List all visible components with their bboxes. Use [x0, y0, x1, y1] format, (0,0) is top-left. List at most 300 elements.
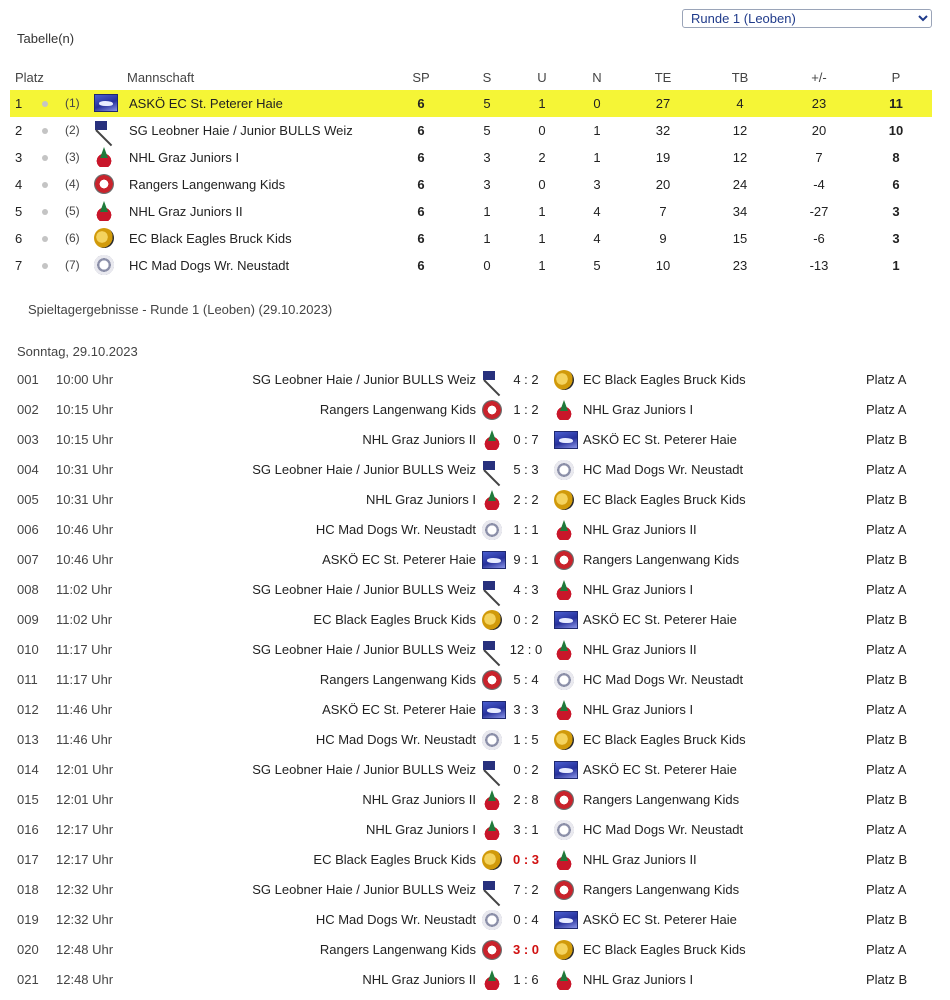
draws: 0	[538, 123, 546, 138]
losses: 4	[593, 231, 601, 246]
match-score[interactable]: 0 : 2	[513, 612, 539, 627]
goals-against: 23	[732, 258, 748, 273]
match-score[interactable]: 1 : 5	[513, 732, 539, 747]
match-score[interactable]: 0 : 3	[512, 852, 539, 867]
match-field: Platz B	[866, 972, 908, 987]
away-team[interactable]: NHL Graz Juniors I	[583, 702, 694, 717]
header-te: TE	[654, 70, 672, 85]
home-team[interactable]: NHL Graz Juniors II	[362, 972, 476, 987]
nhl-logo-icon	[482, 970, 502, 990]
home-team[interactable]: ASKÖ EC St. Peterer Haie	[322, 702, 476, 717]
losses: 3	[593, 177, 601, 192]
match-row	[10, 635, 932, 665]
home-team-logo	[482, 610, 502, 630]
previous-rank: (6)	[65, 231, 80, 245]
match-score[interactable]: 1 : 1	[513, 522, 539, 537]
games-played: 6	[417, 123, 425, 138]
team-logo	[94, 174, 118, 194]
match-field: Platz A	[866, 822, 907, 837]
standings-row	[10, 117, 932, 144]
match-number: 011	[17, 672, 38, 687]
goal-difference: 23	[811, 96, 827, 111]
draws: 1	[538, 96, 546, 111]
away-team[interactable]: ASKÖ EC St. Peterer Haie	[583, 762, 737, 777]
away-team[interactable]: HC Mad Dogs Wr. Neustadt	[583, 462, 744, 477]
team-name[interactable]: NHL Graz Juniors II	[129, 204, 243, 219]
nhl-logo-icon	[554, 640, 574, 660]
points: 8	[892, 150, 900, 165]
away-team[interactable]: EC Black Eagles Bruck Kids	[583, 732, 746, 747]
match-time: 12:48 Uhr	[56, 972, 114, 987]
nhl-logo-icon	[554, 970, 574, 990]
home-team[interactable]: Rangers Langenwang Kids	[319, 672, 476, 687]
header-u: U	[537, 70, 547, 85]
home-team-logo	[482, 820, 502, 840]
draws: 1	[538, 258, 546, 273]
match-field: Platz A	[866, 762, 907, 777]
games-played: 6	[417, 231, 425, 246]
match-time: 12:17 Uhr	[56, 822, 114, 837]
standings-row	[10, 252, 932, 279]
trend-dot-icon	[42, 263, 48, 269]
askoe-logo-icon	[554, 911, 578, 929]
match-score[interactable]: 2 : 2	[513, 492, 539, 507]
match-time: 11:46 Uhr	[56, 732, 113, 747]
askoe-logo-icon	[482, 701, 506, 719]
standings-body	[10, 90, 932, 279]
team-logo	[94, 93, 118, 113]
away-team-logo	[554, 610, 578, 630]
goal-difference: 7	[815, 150, 823, 165]
match-score[interactable]: 9 : 1	[513, 552, 539, 567]
away-team-logo	[554, 520, 574, 540]
match-number: 019	[17, 912, 39, 927]
maddogs-logo-icon	[554, 670, 574, 690]
match-row	[10, 605, 932, 635]
points: 10	[888, 123, 904, 138]
home-team-logo	[482, 640, 504, 660]
match-field: Platz A	[866, 582, 907, 597]
match-score[interactable]: 3 : 1	[513, 822, 539, 837]
header-diff: +/-	[811, 70, 827, 85]
askoe-logo-icon	[482, 551, 506, 569]
match-field: Platz B	[866, 552, 908, 567]
match-row	[10, 665, 932, 695]
match-row	[10, 425, 932, 455]
match-score[interactable]: 2 : 8	[513, 792, 539, 807]
results-heading: Spieltagergebnisse - Runde 1 (Leoben) (29.10.2023)	[28, 302, 333, 317]
match-field: Platz A	[866, 942, 907, 957]
away-team-logo	[554, 760, 578, 780]
away-team[interactable]: HC Mad Dogs Wr. Neustadt	[583, 672, 744, 687]
home-team-logo	[482, 730, 502, 750]
nhl-logo-icon	[482, 790, 502, 810]
trend-dot-icon	[42, 209, 48, 215]
nhl-logo-icon	[94, 201, 114, 221]
match-time: 10:46 Uhr	[56, 522, 114, 537]
away-team-logo	[554, 430, 578, 450]
leoben-logo-icon	[482, 640, 504, 660]
match-number: 016	[17, 822, 39, 837]
home-team-logo	[482, 880, 504, 900]
games-played: 6	[417, 150, 425, 165]
wins: 1	[483, 231, 491, 246]
home-team[interactable]: SG Leobner Haie / Junior BULLS Weiz	[252, 582, 476, 597]
goals-against: 15	[732, 231, 748, 246]
rangers-logo-icon	[554, 880, 574, 900]
trend-indicator	[42, 117, 52, 144]
goal-difference: -4	[813, 177, 825, 192]
team-name[interactable]: SG Leobner Haie / Junior BULLS Weiz	[129, 123, 353, 138]
rank: 2	[15, 123, 23, 138]
team-name[interactable]: EC Black Eagles Bruck Kids	[129, 231, 292, 246]
draws: 1	[538, 204, 546, 219]
nhl-logo-icon	[554, 580, 574, 600]
goals-against: 12	[732, 150, 748, 165]
home-team[interactable]: HC Mad Dogs Wr. Neustadt	[315, 522, 476, 537]
askoe-logo-icon	[554, 761, 578, 779]
home-team-logo	[482, 460, 504, 480]
match-field: Platz A	[866, 642, 907, 657]
team-name[interactable]: ASKÖ EC St. Peterer Haie	[129, 96, 283, 111]
rank: 3	[15, 150, 23, 165]
away-team-logo	[554, 670, 574, 690]
home-team-logo	[482, 940, 502, 960]
match-field: Platz B	[866, 492, 908, 507]
trend-indicator	[42, 90, 52, 117]
home-team-logo	[482, 850, 502, 870]
home-team-logo	[482, 370, 504, 390]
standings-row	[10, 90, 932, 117]
standings-row	[10, 198, 932, 225]
home-team-logo	[482, 490, 502, 510]
goals-against: 12	[732, 123, 748, 138]
match-number: 012	[17, 702, 39, 717]
away-team[interactable]: HC Mad Dogs Wr. Neustadt	[583, 822, 744, 837]
losses: 4	[593, 204, 601, 219]
games-played: 6	[417, 177, 425, 192]
match-row	[10, 905, 932, 935]
match-time: 11:17 Uhr	[56, 672, 113, 687]
home-team-logo	[482, 520, 502, 540]
away-team-logo	[554, 370, 574, 390]
goals-for: 27	[655, 96, 671, 111]
trend-indicator	[42, 144, 52, 171]
askoe-logo-icon	[94, 94, 118, 112]
wins: 1	[483, 204, 491, 219]
away-team[interactable]: Rangers Langenwang Kids	[583, 882, 740, 897]
away-team[interactable]: Rangers Langenwang Kids	[583, 792, 740, 807]
match-row	[10, 515, 932, 545]
away-team[interactable]: EC Black Eagles Bruck Kids	[583, 492, 746, 507]
match-score[interactable]: 4 : 3	[513, 582, 539, 597]
eagles-logo-icon	[482, 850, 502, 870]
nhl-logo-icon	[554, 700, 574, 720]
points: 3	[892, 231, 900, 246]
away-team-logo	[554, 910, 578, 930]
home-team[interactable]: NHL Graz Juniors II	[362, 792, 476, 807]
team-logo	[94, 201, 118, 221]
match-time: 12:01 Uhr	[56, 762, 114, 777]
match-field: Platz A	[866, 462, 907, 477]
standings-row	[10, 171, 932, 198]
away-team[interactable]: EC Black Eagles Bruck Kids	[583, 942, 746, 957]
home-team-logo	[482, 910, 502, 930]
previous-rank: (7)	[65, 258, 80, 272]
home-team[interactable]: NHL Graz Juniors I	[365, 492, 476, 507]
askoe-logo-icon	[554, 611, 578, 629]
draws: 1	[538, 231, 546, 246]
standings-header-row	[10, 66, 932, 90]
rank: 1	[15, 96, 23, 111]
goals-for: 7	[659, 204, 667, 219]
match-number: 007	[17, 552, 39, 567]
match-number: 001	[17, 372, 39, 387]
rank: 7	[15, 258, 23, 273]
games-played: 6	[417, 96, 425, 111]
draws: 0	[538, 177, 546, 192]
rangers-logo-icon	[94, 174, 114, 194]
header-sp: SP	[412, 70, 430, 85]
away-team-logo	[554, 580, 574, 600]
leoben-logo-icon	[482, 760, 504, 780]
match-row	[10, 785, 932, 815]
wins: 5	[483, 123, 491, 138]
match-score[interactable]: 7 : 2	[513, 882, 539, 897]
match-number: 014	[17, 762, 39, 777]
match-time: 12:32 Uhr	[56, 882, 114, 897]
match-time: 10:00 Uhr	[56, 372, 114, 387]
rangers-logo-icon	[482, 400, 502, 420]
home-team[interactable]: SG Leobner Haie / Junior BULLS Weiz	[252, 462, 476, 477]
team-name[interactable]: Rangers Langenwang Kids	[129, 177, 286, 192]
trend-indicator	[42, 171, 52, 198]
team-name[interactable]: NHL Graz Juniors I	[129, 150, 240, 165]
match-score[interactable]: 3 : 3	[513, 702, 539, 717]
match-row	[10, 695, 932, 725]
match-score[interactable]: 5 : 3	[513, 462, 539, 477]
home-team[interactable]: SG Leobner Haie / Junior BULLS Weiz	[252, 762, 476, 777]
match-row	[10, 965, 932, 995]
nhl-logo-icon	[554, 850, 574, 870]
match-time: 12:17 Uhr	[56, 852, 114, 867]
home-team[interactable]: NHL Graz Juniors I	[365, 822, 476, 837]
previous-rank: (4)	[65, 177, 80, 191]
goals-for: 32	[655, 123, 671, 138]
rangers-logo-icon	[482, 940, 502, 960]
trend-dot-icon	[42, 182, 48, 188]
round-select[interactable]	[682, 9, 932, 28]
away-team[interactable]: Rangers Langenwang Kids	[583, 552, 740, 567]
match-number: 020	[17, 942, 39, 957]
goals-against: 24	[732, 177, 748, 192]
match-row	[10, 755, 932, 785]
goals-against: 34	[732, 204, 748, 219]
away-team[interactable]: ASKÖ EC St. Peterer Haie	[583, 612, 737, 627]
home-team[interactable]: HC Mad Dogs Wr. Neustadt	[315, 912, 476, 927]
match-time: 11:17 Uhr	[56, 642, 113, 657]
home-team[interactable]: EC Black Eagles Bruck Kids	[313, 612, 476, 627]
away-team-logo	[554, 790, 574, 810]
match-time: 11:46 Uhr	[56, 702, 113, 717]
previous-rank: (2)	[65, 123, 80, 137]
standings-row	[10, 144, 932, 171]
match-time: 10:15 Uhr	[56, 432, 114, 447]
losses: 5	[593, 258, 601, 273]
away-team[interactable]: NHL Graz Juniors II	[583, 852, 697, 867]
away-team-logo	[554, 640, 574, 660]
points: 3	[892, 204, 900, 219]
home-team[interactable]: Rangers Langenwang Kids	[319, 942, 476, 957]
home-team-logo	[482, 760, 504, 780]
home-team-logo	[482, 670, 502, 690]
team-name[interactable]: HC Mad Dogs Wr. Neustadt	[129, 258, 290, 273]
goal-difference: 20	[811, 123, 827, 138]
away-team-logo	[554, 700, 574, 720]
away-team[interactable]: NHL Graz Juniors I	[583, 582, 694, 597]
match-score[interactable]: 0 : 4	[513, 912, 539, 927]
goals-against: 4	[736, 96, 744, 111]
losses: 1	[593, 150, 601, 165]
header-pos: Platz	[15, 70, 44, 85]
match-field: Platz A	[866, 522, 907, 537]
trend-indicator	[42, 225, 52, 252]
home-team[interactable]: NHL Graz Juniors II	[362, 432, 476, 447]
match-number: 003	[17, 432, 39, 447]
match-field: Platz B	[866, 432, 908, 447]
match-field: Platz A	[866, 372, 907, 387]
match-row	[10, 845, 932, 875]
away-team-logo	[554, 850, 574, 870]
match-time: 12:01 Uhr	[56, 792, 114, 807]
away-team-logo	[554, 400, 574, 420]
leoben-logo-icon	[482, 460, 504, 480]
team-logo	[94, 228, 118, 248]
away-team[interactable]: ASKÖ EC St. Peterer Haie	[583, 912, 737, 927]
match-number: 005	[17, 492, 39, 507]
home-team[interactable]: SG Leobner Haie / Junior BULLS Weiz	[252, 642, 476, 657]
leoben-logo-icon	[482, 580, 504, 600]
askoe-logo-icon	[554, 431, 578, 449]
match-number: 015	[17, 792, 39, 807]
match-field: Platz B	[866, 912, 908, 927]
match-row	[10, 875, 932, 905]
home-team[interactable]: Rangers Langenwang Kids	[319, 402, 476, 417]
games-played: 6	[417, 204, 425, 219]
previous-rank: (3)	[65, 150, 80, 164]
match-row	[10, 815, 932, 845]
eagles-logo-icon	[482, 610, 502, 630]
match-time: 12:48 Uhr	[56, 942, 114, 957]
home-team[interactable]: EC Black Eagles Bruck Kids	[313, 852, 476, 867]
match-score[interactable]: 1 : 2	[513, 402, 539, 417]
match-score[interactable]: 0 : 2	[513, 762, 539, 777]
match-score[interactable]: 3 : 0	[512, 942, 539, 957]
nhl-logo-icon	[554, 520, 574, 540]
standings-table	[10, 66, 932, 279]
previous-rank: (5)	[65, 204, 80, 218]
away-team[interactable]: NHL Graz Juniors I	[583, 402, 694, 417]
home-team[interactable]: ASKÖ EC St. Peterer Haie	[322, 552, 476, 567]
team-logo	[94, 120, 118, 140]
header-tb: TB	[731, 70, 749, 85]
away-team[interactable]: NHL Graz Juniors II	[583, 642, 697, 657]
points: 11	[889, 96, 903, 111]
goal-difference: -13	[809, 258, 829, 273]
away-team-logo	[554, 940, 574, 960]
home-team-logo	[482, 400, 502, 420]
nhl-logo-icon	[482, 820, 502, 840]
away-team-logo	[554, 550, 574, 570]
nhl-logo-icon	[482, 490, 502, 510]
home-team[interactable]: HC Mad Dogs Wr. Neustadt	[315, 732, 476, 747]
eagles-logo-icon	[554, 490, 574, 510]
match-field: Platz A	[866, 882, 907, 897]
away-team[interactable]: NHL Graz Juniors II	[583, 522, 697, 537]
away-team[interactable]: EC Black Eagles Bruck Kids	[583, 372, 746, 387]
match-field: Platz B	[866, 732, 908, 747]
home-team-logo	[482, 970, 502, 990]
header-s: S	[482, 70, 492, 85]
match-score[interactable]: 0 : 7	[513, 432, 539, 447]
home-team-logo	[482, 580, 504, 600]
match-number: 010	[17, 642, 39, 657]
match-score[interactable]: 12 : 0	[509, 642, 543, 657]
match-row	[10, 395, 932, 425]
leoben-logo-icon	[94, 120, 116, 140]
match-number: 006	[17, 522, 39, 537]
nhl-logo-icon	[94, 147, 114, 167]
match-row	[10, 725, 932, 755]
previous-rank: (1)	[65, 96, 80, 110]
leoben-logo-icon	[482, 880, 504, 900]
trend-dot-icon	[42, 101, 48, 107]
match-number: 021	[17, 972, 39, 987]
match-time: 12:32 Uhr	[56, 912, 114, 927]
maddogs-logo-icon	[554, 820, 574, 840]
nhl-logo-icon	[554, 400, 574, 420]
maddogs-logo-icon	[482, 730, 502, 750]
rangers-logo-icon	[482, 670, 502, 690]
trend-dot-icon	[42, 236, 48, 242]
eagles-logo-icon	[554, 370, 574, 390]
match-field: Platz B	[866, 852, 908, 867]
losses: 0	[593, 96, 601, 111]
home-team-logo	[482, 700, 506, 720]
home-team-logo	[482, 550, 506, 570]
away-team[interactable]: NHL Graz Juniors I	[583, 972, 694, 987]
date-heading: Sonntag, 29.10.2023	[17, 344, 138, 359]
header-p: P	[891, 70, 901, 85]
match-score[interactable]: 1 : 6	[513, 972, 539, 987]
home-team[interactable]: SG Leobner Haie / Junior BULLS Weiz	[252, 882, 476, 897]
header-team: Mannschaft	[127, 70, 195, 85]
points: 1	[892, 258, 900, 273]
away-team-logo	[554, 490, 574, 510]
matches-list	[10, 365, 932, 995]
match-score[interactable]: 4 : 2	[513, 372, 539, 387]
match-score[interactable]: 5 : 4	[513, 672, 539, 687]
home-team[interactable]: SG Leobner Haie / Junior BULLS Weiz	[252, 372, 476, 387]
match-field: Platz B	[866, 792, 908, 807]
rank: 6	[15, 231, 23, 246]
match-number: 018	[17, 882, 39, 897]
home-team-logo	[482, 790, 502, 810]
maddogs-logo-icon	[94, 255, 114, 275]
away-team[interactable]: ASKÖ EC St. Peterer Haie	[583, 432, 737, 447]
match-row	[10, 365, 932, 395]
goal-difference: -6	[813, 231, 825, 246]
